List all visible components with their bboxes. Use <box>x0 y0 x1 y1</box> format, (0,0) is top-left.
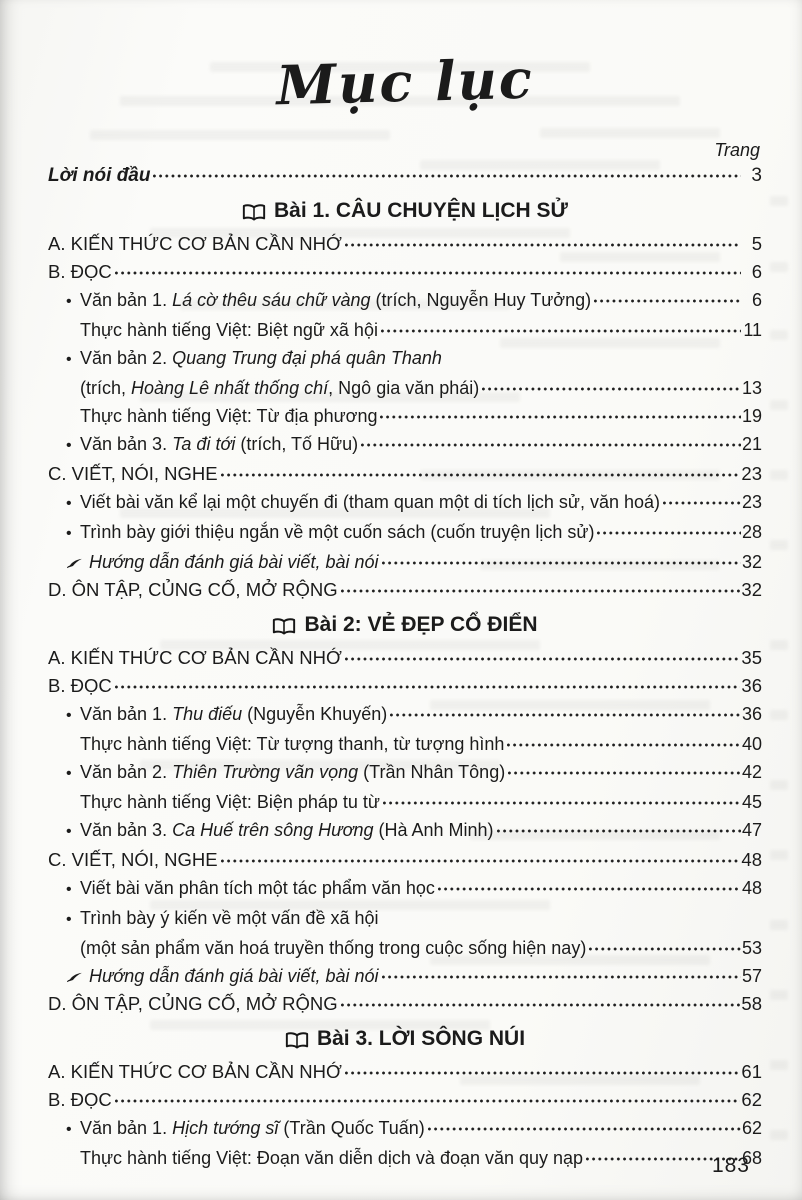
toc-entry-page: 13 <box>741 378 762 398</box>
toc-row <box>48 1144 762 1172</box>
open-book-icon <box>272 617 296 636</box>
bullet-icon: • <box>66 881 72 898</box>
toc-entry-page: 11 <box>743 320 762 340</box>
toc-entry-label: Văn bản 2. Quang Trung đại phá quân Thanh <box>80 348 442 368</box>
bullet-icon: • <box>66 495 72 512</box>
toc-row <box>48 344 762 374</box>
section-header <box>48 196 762 226</box>
toc-row <box>48 576 762 604</box>
toc <box>48 162 762 1172</box>
toc-entry-page: 61 <box>741 1061 762 1082</box>
toc-entry-page: 48 <box>741 849 762 870</box>
toc-row <box>48 846 762 874</box>
toc-row <box>48 990 762 1018</box>
toc-entry-label: Trình bày giới thiệu ngắn về một cuốn sách (cuốn truyện lịch sử) <box>80 522 595 542</box>
toc-entry-label: C. VIẾT, NÓI, NGHE <box>48 463 218 484</box>
toc-row <box>48 816 762 846</box>
toc-entry-label: (trích, Hoàng Lê nhất thống chí, Ngô gia văn phái) <box>80 378 480 398</box>
toc-entry-label: Viết bài văn phân tích một tác phẩm văn học <box>80 878 435 898</box>
toc-entry-page: 28 <box>741 522 762 542</box>
toc-row <box>48 1058 762 1086</box>
toc-entry-label: A. KIẾN THỨC CƠ BẢN CẦN NHỚ <box>48 647 342 668</box>
toc-entry-page: 32 <box>741 552 762 572</box>
toc-entry-page: 42 <box>741 762 762 782</box>
toc-entry-page: 6 <box>751 290 762 310</box>
pen-nib-icon <box>66 963 83 991</box>
toc-row <box>48 874 762 904</box>
open-book-icon <box>285 1031 309 1050</box>
toc-entry-page: 48 <box>741 878 762 898</box>
toc-entry-page: 45 <box>741 792 762 812</box>
toc-row <box>48 258 762 286</box>
bullet-icon: • <box>66 911 72 928</box>
toc-entry-label: B. ĐỌC <box>48 675 112 696</box>
toc-entry-page: 58 <box>741 993 762 1014</box>
toc-entry-label: Thực hành tiếng Việt: Từ địa phương <box>80 406 378 426</box>
toc-entry-page: 23 <box>741 463 762 484</box>
toc-entry-label: Viết bài văn kể lại một chuyến đi (tham quan một di tích lịch sử, văn hoá) <box>80 492 661 512</box>
toc-row <box>48 430 762 460</box>
toc-row <box>48 548 762 576</box>
toc-entry-page: 53 <box>741 938 762 958</box>
toc-entry-label: Văn bản 3. Ta đi tới (trích, Tố Hữu) <box>80 434 359 454</box>
toc-entry-page: 47 <box>741 820 762 840</box>
toc-row <box>48 286 762 316</box>
toc-entry-page: 62 <box>741 1118 762 1138</box>
toc-entry-label: A. KIẾN THỨC CƠ BẢN CẦN NHỚ <box>48 233 342 254</box>
toc-row <box>48 788 762 816</box>
toc-entry-label: Văn bản 1. Lá cờ thêu sáu chữ vàng (trích, Nguyễn Huy Tưởng) <box>80 290 592 310</box>
toc-row <box>48 700 762 730</box>
toc-entry-page: 40 <box>741 734 762 754</box>
toc-row <box>48 644 762 672</box>
toc-row-preface <box>48 162 762 190</box>
toc-entry-page: 19 <box>741 406 762 426</box>
section-header <box>48 1024 762 1054</box>
pen-nib-icon <box>66 549 83 577</box>
toc-entry-page: 36 <box>741 704 762 724</box>
section-title: Bài 1. CÂU CHUYỆN LỊCH SỬ <box>274 199 568 222</box>
toc-entry-page: 23 <box>741 492 762 512</box>
toc-entry-page: 21 <box>741 434 762 454</box>
section-title: Bài 3. LỜI SÔNG NÚI <box>316 1027 526 1050</box>
toc-row <box>48 374 762 402</box>
toc-entry-label: Thực hành tiếng Việt: Biệt ngữ xã hội <box>80 320 378 340</box>
toc-row <box>48 460 762 488</box>
toc-row <box>48 1086 762 1114</box>
toc-entry-page: 57 <box>741 966 762 986</box>
toc-row <box>48 758 762 788</box>
bullet-icon: • <box>66 525 72 542</box>
toc-entry-label: Thực hành tiếng Việt: Từ tượng thanh, từ tượng hình <box>80 734 505 754</box>
toc-entry-label: B. ĐỌC <box>48 1089 112 1110</box>
toc-row <box>48 488 762 518</box>
toc-entry-label: Lời nói đầu <box>48 165 151 186</box>
bullet-icon: • <box>66 1121 72 1138</box>
toc-entry-label: Văn bản 3. Ca Huế trên sông Hương (Hà Anh Minh) <box>80 820 494 840</box>
bullet-icon: • <box>66 437 72 454</box>
page-title: Mục lục <box>275 46 535 118</box>
toc-entry-page: 62 <box>741 1089 762 1110</box>
page-number: 183 <box>711 1154 750 1177</box>
toc-row <box>48 962 762 990</box>
open-book-icon <box>242 203 266 222</box>
section-title: Bài 2: VẺ ĐẸP CỔ ĐIỂN <box>304 613 538 636</box>
toc-entry-page: 5 <box>751 233 762 254</box>
bullet-icon: • <box>66 293 72 310</box>
toc-entry-label: B. ĐỌC <box>48 261 112 282</box>
bullet-icon: • <box>66 823 72 840</box>
toc-entry-label: Văn bản 1. Thu điếu (Nguyễn Khuyến) <box>80 704 388 724</box>
toc-entry-label: A. KIẾN THỨC CƠ BẢN CẦN NHỚ <box>48 1061 342 1082</box>
toc-entry-label: Thực hành tiếng Việt: Biện pháp tu từ <box>80 792 380 812</box>
toc-entry-page: 3 <box>751 165 762 186</box>
toc-entry-label: (một sản phẩm văn hoá truyền thống trong cuộc sống hiện nay) <box>80 938 587 958</box>
bullet-icon: • <box>66 351 72 368</box>
toc-entry-label: C. VIẾT, NÓI, NGHE <box>48 849 218 870</box>
toc-entry-label: Văn bản 2. Thiên Trường vãn vọng (Trần Nhân Tông) <box>80 762 506 782</box>
toc-entry-page: 35 <box>741 647 762 668</box>
toc-row <box>48 730 762 758</box>
toc-entry-label: D. ÔN TẬP, CỦNG CỐ, MỞ RỘNG <box>48 579 338 600</box>
toc-row <box>48 904 762 934</box>
toc-entry-page: 68 <box>741 1148 762 1168</box>
toc-entry-page: 6 <box>751 261 762 282</box>
page-column-label: Trang <box>714 140 760 160</box>
toc-row <box>48 1114 762 1144</box>
toc-entry-label: Thực hành tiếng Việt: Đoạn văn diễn dịch và đoạn văn quy nạp <box>80 1148 584 1168</box>
toc-row <box>48 402 762 430</box>
toc-entry-page: 32 <box>741 579 762 600</box>
toc-row <box>48 934 762 962</box>
toc-entry-label: D. ÔN TẬP, CỦNG CỐ, MỞ RỘNG <box>48 993 338 1014</box>
toc-entry-label: Văn bản 1. Hịch tướng sĩ (Trần Quốc Tuấn) <box>80 1118 425 1138</box>
toc-entry-page: 36 <box>741 675 762 696</box>
toc-entry-label: Trình bày ý kiến về một vấn đề xã hội <box>80 908 379 928</box>
toc-row <box>48 518 762 548</box>
toc-row <box>48 672 762 700</box>
bullet-icon: • <box>66 765 72 782</box>
toc-row <box>48 316 762 344</box>
bullet-icon: • <box>66 707 72 724</box>
toc-entry-label: Hướng dẫn đánh giá bài viết, bài nói <box>89 552 379 572</box>
toc-entry-label: Hướng dẫn đánh giá bài viết, bài nói <box>89 966 379 986</box>
toc-row <box>48 230 762 258</box>
section-header <box>48 610 762 640</box>
